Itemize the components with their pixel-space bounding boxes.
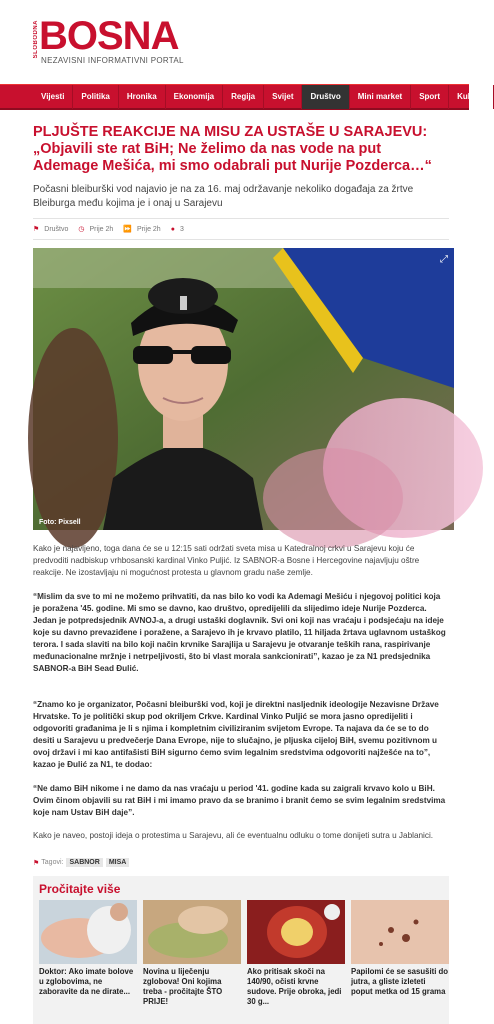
forward-icon: ⏩	[123, 226, 132, 233]
article-lead: Počasni bleiburški vod najavio je na za 16. maj održavanje nekoliko događaja za žrtve Bleiburga među kojima je i onaj u Sarajevu	[33, 184, 414, 209]
related-text: Novina u liječenju zglobova! Oni kojima treba - pročitajte ŠTO PRIJE!	[143, 967, 223, 1006]
divider	[33, 239, 449, 240]
article-photo[interactable]	[33, 248, 454, 530]
nav-item-hronika[interactable]: Hronika	[119, 85, 166, 109]
main-nav	[0, 84, 486, 110]
related-text: Papilomi će se sasušiti do jutra, a gliste izleteti poput metka od 15 grama	[351, 967, 449, 996]
article-paragraph: Kako je najavljeno, toga dana će se u 12:15 sati održati sveta misa u Katedralnoj crkvi u Sarajevu koju će predvoditi nadbiskup vrhbosanski kardinal Vinko Puljić. Iz SABNOR-a Bosne i Hercegovine najavljuju oštre reakcije. Ne izostavljaju ni mogućnost protesta u glavnom gradu naše zemlje.	[33, 544, 420, 577]
meta-updated: ⏩ Prije 2h	[123, 225, 161, 233]
nav-item-ekonomija[interactable]: Ekonomija	[166, 85, 223, 109]
meta-category[interactable]: ⚑ Društvo	[33, 225, 69, 233]
article-paragraph: “Ne damo BiH nikome i ne damo da nas vraćaju u period '41. godine kada su zaigrali krvavo kolo u BiH. Ovim činom objavili su rat BiH i mi imamo pravo da se branimo i branit ćemo se svim legalnim sredstvima koje nam Ustav BiH daje”.	[33, 784, 446, 817]
article-title: PLJUŠTE REAKCIJE NA MISU ZA USTAŠE U SARAJEVU: „Objavili ste rat BiH; Ne želimo da nas vode na put Ademage Mešića, mi smo odabrali put Nurije Pozderca…“	[33, 124, 432, 174]
tag-icon: ⚑	[33, 226, 40, 233]
tag-sabnor[interactable]: SABNOR	[66, 858, 102, 867]
nav-item-sport[interactable]: Sport	[411, 85, 449, 109]
article-paragraph: “Znamo ko je organizator, Počasni bleiburški vod, koji je direktni nasljednik ideologije Nezavisne Države Hrvatske. To je politički skup pod okriljem Crkve. Kardinal Vinko Puljić se mora jasno opredijeliti i odgovoriti građanima je li s njima i kompletnim civiliziranim svijetom Evrope. Ta najava da će se to do desiti u Sarajevu u predvečerje Dana Evrope, nije to slučajno, je pljuska cijeloj BiH, svemu pozitivnom u ovoj državi i mi kao antifašisti BiH sigurno ćemo svim legalnim sredstvima odgovoriti najžešće na to”, kazao je Đulić za N1, te dodao:	[33, 700, 439, 769]
nav-item-društvo[interactable]: Društvo	[302, 85, 349, 109]
article-meta	[33, 223, 194, 235]
nav-item-svijet[interactable]: Svijet	[264, 85, 302, 109]
nav-item-mini-market[interactable]: Mini market	[350, 85, 411, 109]
related-image-1	[39, 900, 137, 964]
related-image[interactable]	[351, 900, 449, 964]
related-text: Doktor: Ako imate bolove u zglobovima, ne zaboravite da ne dirate...	[39, 967, 134, 996]
related-image[interactable]	[39, 900, 137, 964]
related-image[interactable]	[247, 900, 345, 964]
clock-icon: ◷	[78, 226, 85, 233]
photo-caption: Foto: Pixsell	[39, 519, 81, 526]
site-logo[interactable]	[33, 14, 233, 68]
tag-misa[interactable]: MISA	[106, 858, 130, 867]
nav-item-kultura[interactable]: Kultura	[449, 85, 494, 109]
related-item[interactable]	[39, 900, 137, 997]
nav-item-politika[interactable]: Politika	[73, 85, 118, 109]
nav-item-vijesti[interactable]: Vijesti	[33, 85, 73, 109]
logo-tagline: NEZAVISNI INFORMATIVNI PORTAL	[41, 56, 184, 65]
divider	[33, 218, 449, 219]
logo-text: BOSNA	[39, 14, 179, 58]
expand-icon[interactable]: ⤢	[440, 254, 448, 265]
related-image-3	[247, 900, 345, 964]
related-text: Ako pritisak skoči na 140/90, očisti krvne sudove. Prije obroka, jedi 30 g...	[247, 967, 342, 1006]
comment-icon: ●	[170, 225, 175, 233]
related-image[interactable]	[143, 900, 241, 964]
related-item[interactable]	[143, 900, 241, 1007]
article-tags	[33, 858, 129, 867]
related-image-2	[143, 900, 241, 964]
related-articles	[33, 876, 449, 1024]
article-paragraph: “Mislim da sve to mi ne možemo prihvatiti, da nas bilo ko vodi ka Ademagi Mešiću i njegovoj politici koja je poražena '45. godine. Mi smo se davno, kao društvo, opredijelili da slijedimo ideje Nurije Pozderca. Jedan je potpredsjednik AVNOJ-a, a drugi ustaški doglavnik. Svi oni koji nas vraćaju i podsjećaju na ideje koje su davno prevaziđene i poražene, a Sarajevo ih je krvavo platilo, 11 hiljada žrtava uglavnom ustaškog terora. I sada slaviti na bilo koji način krvnike Sarajlija u Sarajevu je otvaranje teških rana, raspirivanje međunacionalne mržnje i netrpeljivosti, što bi vlast morala sankcionirati”, kazao je za N1 predsjednika SABNOR-a BiH Sead Đulić.	[33, 592, 446, 673]
meta-comments[interactable]: ● 3	[170, 225, 184, 233]
related-title: Pročitajte više	[39, 882, 121, 896]
nav-item-regija[interactable]: Regija	[223, 85, 264, 109]
related-item[interactable]	[351, 900, 449, 997]
nav-list	[33, 85, 494, 109]
article-paragraph: Kako je naveo, postoji ideja o protestima u Sarajevu, ali će eventualnu odluku o tome donijeti sutra u Jablanici.	[33, 831, 434, 840]
meta-time: ◷ Prije 2h	[78, 225, 114, 233]
tags-icon: ⚑	[33, 859, 40, 867]
tags-label: Tagovi:	[41, 859, 64, 866]
logo-side-text: SLOBODNA	[33, 20, 39, 59]
related-image-4	[351, 900, 449, 964]
related-item[interactable]	[247, 900, 345, 1007]
photo-illustration	[33, 248, 454, 530]
